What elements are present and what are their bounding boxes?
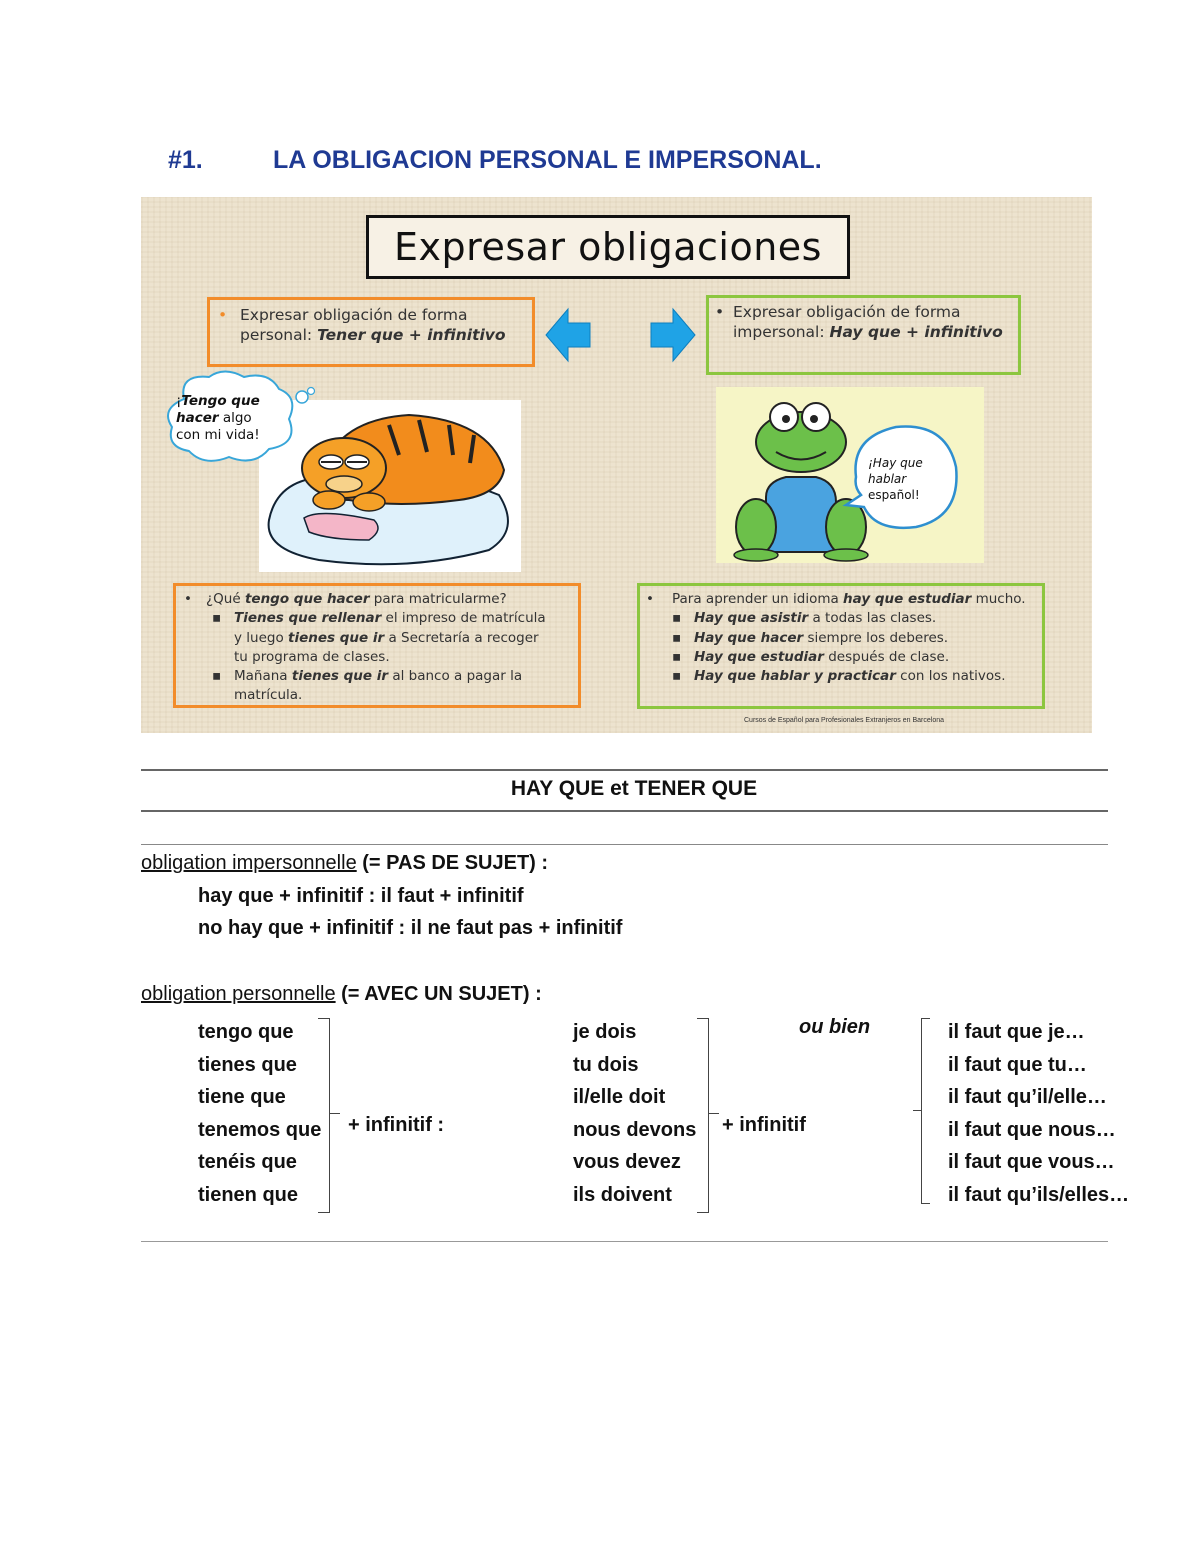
example1-l3: tu programa de clases. [234,648,390,665]
personal-label: obligation personnelle [141,983,336,1005]
impersonal-rule-2: no hay que + infinitif : il ne faut pas + infinitif [198,917,623,939]
example2-l2: matrícula. [234,687,303,704]
bracket-tick [913,1110,922,1111]
bullet-icon: ▪ [672,668,682,685]
poster-credit: Cursos de Español para Profesionales Extranjeros en Barcelona [744,717,945,724]
list-item: ils doivent [573,1183,672,1206]
personal-box-formula: Tener que + infinitivo [317,326,506,344]
example1-l2-pre: y luego [234,629,289,646]
item-post: con los nativos. [895,668,1006,685]
impersonal-box-line1: Expresar obligación de forma [733,303,961,321]
list-item: nous devons [573,1118,697,1141]
divider [141,769,1108,771]
impersonal-box-formula: Hay que + infinitivo [829,323,1003,341]
bubble-left-l2a: hacer [176,410,219,426]
list-item: il faut qu’il/elle… [948,1086,1107,1108]
divider [141,810,1108,812]
french-suffix: + infinitif [722,1114,806,1136]
list-item: tengo que [198,1021,294,1043]
heading-title: LA OBLIGACION PERSONAL E IMPERSONAL. [273,146,822,174]
arrow-right-icon [649,307,695,363]
bubble-left-l1b: Tengo que [181,393,260,409]
list-item: tiene que [198,1086,286,1108]
impersonal-box-prefix: impersonal: [733,323,830,341]
arrow-left-icon [546,307,592,363]
item-post: a todas las clases. [808,610,937,627]
frog-illustration [716,387,984,563]
bubble-right-l3: español! [868,488,920,502]
item-post: siempre los deberes. [803,629,949,646]
question-pre: ¿Qué [206,591,245,607]
bullet-icon: ▪ [672,610,682,627]
divider [141,844,1108,845]
impersonal-main-post: mucho. [971,591,1026,607]
personal-label-suffix: (= AVEC UN SUJET) : [335,983,542,1005]
list-item: tu dois [573,1053,639,1076]
question-post: para matricularme? [369,591,507,607]
bullet-icon: • [184,591,192,607]
list-item: tenemos que [198,1118,322,1141]
divider [141,1241,1108,1242]
example1-l2-post: a Secretaría a recoger [384,629,539,646]
bracket [318,1018,330,1213]
impersonal-obligation-box [706,295,1021,375]
list-item: vous devez [573,1151,681,1173]
bullet-icon: ▪ [212,668,222,685]
personal-box-line1: Expresar obligación de forma [240,306,468,324]
bracket [921,1018,930,1204]
list-item: je dois [573,1021,637,1043]
french-conjugation [573,1016,696,1211]
bubble-left-l3: con mi vida! [176,427,260,443]
impersonal-examples-box [637,583,1045,709]
example1-post: el impreso de matrícula [381,610,546,627]
example1-l2-em: tienes que ir [288,629,385,646]
personal-box-prefix: personal: [240,326,318,344]
impersonal-main-em: hay que estudiar [843,591,972,607]
poster-title: Expresar obligaciones [394,225,822,269]
item-em: Hay que hablar y practicar [694,668,896,685]
bullet-icon: ▪ [672,629,682,646]
ou-bien: ou bien [799,1016,871,1038]
bubble-left-l1a: ¡ [176,393,182,409]
spanish-conjugation [198,1016,321,1211]
item-em: Hay que hacer [694,629,804,646]
list-item: tienen que [198,1183,299,1206]
question-em: tengo que hacer [244,591,370,607]
heading-number: #1. [168,146,203,174]
thought-bubble [172,375,292,467]
example2-post: al banco a pagar la [388,668,523,685]
il-faut-clip [948,1016,1130,1211]
list-item: il faut que tu… [948,1053,1087,1076]
item-post: después de clase. [823,648,950,665]
item-em: Hay que asistir [694,610,809,627]
impersonal-rule-1: hay que + infinitif : il faut + infinitif [198,885,524,907]
bubble-right-l2: hablar [868,472,907,486]
list-item: il faut que je… [948,1021,1085,1043]
impersonal-label-suffix: (= PAS DE SUJET) : [356,852,549,874]
bubble-right-l1: ¡Hay que [868,456,923,470]
bracket-tick [708,1113,719,1114]
list-item: il faut que nous… [948,1118,1116,1141]
poster-title-box [366,215,850,279]
list-item [644,609,1042,628]
list-item [644,667,1042,686]
personal-heading [141,983,542,1006]
list-item [644,648,1042,667]
example2-pre: Mañana [234,668,292,685]
bullet-icon: • [715,303,725,321]
bullet-icon: • [218,306,228,324]
personal-obligation-box [207,297,535,367]
list-item: tenéis que [198,1151,297,1173]
impersonal-main-pre: Para aprender un idioma [672,591,844,607]
item-em: Hay que estudiar [694,648,824,665]
list-item: il/elle doit [573,1086,666,1108]
bullet-icon: • [646,591,654,607]
personal-examples-box [173,583,581,708]
il-faut-conjugation [948,1016,1130,1211]
bullet-icon: ▪ [212,610,222,627]
bullet-icon: ▪ [672,648,682,665]
spanish-suffix: + infinitif : [348,1114,445,1136]
section-title: HAY QUE et TENER QUE [510,777,758,800]
list-item: il faut que vous… [948,1151,1115,1173]
bubble-left-l2b: algo [218,410,252,426]
impersonal-label: obligation impersonnelle [141,852,357,874]
list-item: il faut qu’ils/elles… [948,1183,1130,1206]
impersonal-heading [141,852,548,875]
example2-em: tienes que ir [291,668,389,685]
bracket-tick [329,1113,340,1114]
list-item: tienes que [198,1053,297,1076]
list-item [644,629,1042,648]
example1-em: Tienes que rellenar [234,610,382,627]
obligation-infographic [141,197,1092,733]
bracket [697,1018,709,1213]
